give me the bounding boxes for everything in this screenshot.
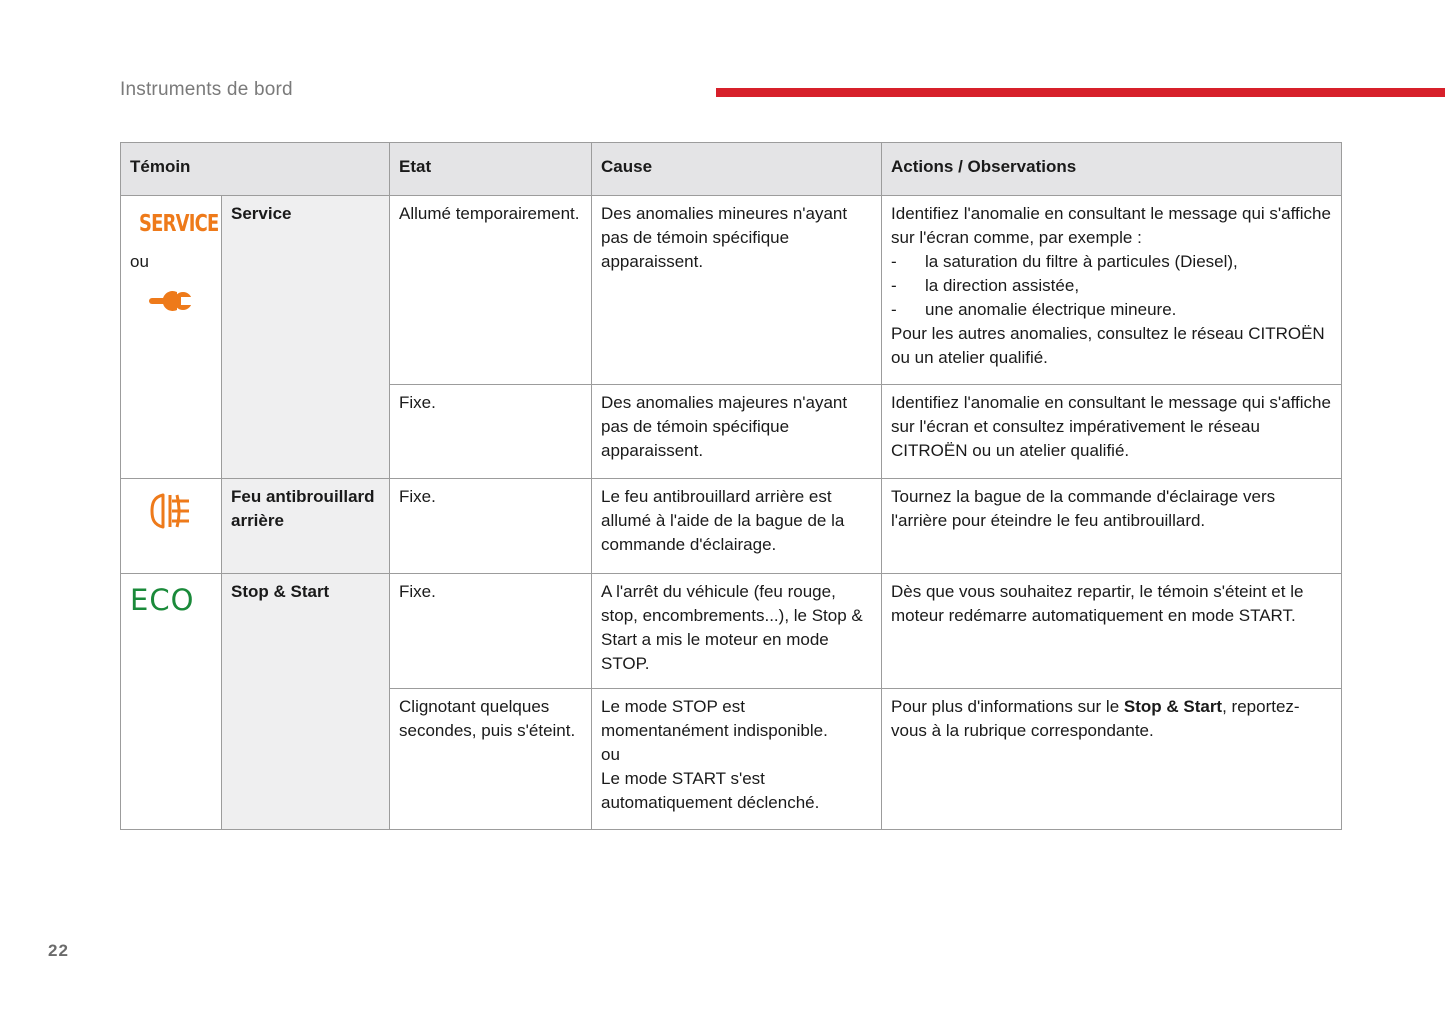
column-header-temoin: Témoin bbox=[121, 143, 390, 196]
bullet-text: la saturation du filtre à particules (Diesel), bbox=[925, 252, 1238, 271]
cause-line: Le mode START s'est automatiquement déclenché. bbox=[601, 769, 820, 812]
table-header-row bbox=[121, 143, 1342, 196]
table-row bbox=[121, 196, 1342, 385]
fog-actions: Tournez la bague de la commande d'éclairage vers l'arrière pour éteindre le feu antibrouillard. bbox=[882, 479, 1342, 574]
cause-or: ou bbox=[601, 745, 620, 764]
eco-actions-2 bbox=[882, 689, 1342, 830]
fog-name: Feu antibrouillard arrière bbox=[222, 479, 390, 574]
service-cause-2: Des anomalies majeures n'ayant pas de témoin spécifique apparaissent. bbox=[592, 385, 882, 479]
column-header-actions: Actions / Observations bbox=[882, 143, 1342, 196]
service-etat-2: Fixe. bbox=[390, 385, 592, 479]
column-header-cause: Cause bbox=[592, 143, 882, 196]
service-actions-2: Identifiez l'anomalie en consultant le message qui s'affiche sur l'écran et consultez impérativement le réseau CITROËN ou un atelier qualifié. bbox=[882, 385, 1342, 479]
fog-icon-cell bbox=[121, 479, 222, 574]
service-logo-icon: SERVICE bbox=[139, 211, 219, 237]
stop-start-emphasis: Stop & Start bbox=[1123, 697, 1223, 716]
actions-text: , reportez-vous à la rubrique correspondante. bbox=[891, 697, 1300, 740]
or-label: ou bbox=[130, 252, 149, 271]
bullet-text: une anomalie électrique mineure. bbox=[925, 300, 1177, 319]
page-number: 22 bbox=[48, 941, 69, 960]
section-title: Instruments de bord bbox=[120, 79, 293, 100]
bullet-marker: - bbox=[891, 252, 897, 271]
fog-etat: Fixe. bbox=[390, 479, 592, 574]
service-name: Service bbox=[222, 196, 390, 479]
service-icon-cell bbox=[121, 196, 222, 479]
bullet-marker: - bbox=[891, 300, 897, 319]
rear-fog-light-icon bbox=[149, 491, 193, 531]
actions-intro: Identifiez l'anomalie en consultant le message qui s'affiche sur l'écran comme, par exemple : bbox=[891, 204, 1331, 247]
cause-line: Le mode STOP est momentanément indisponible. bbox=[601, 697, 828, 740]
eco-cause-1: A l'arrêt du véhicule (feu rouge, stop, encombrements...), le Stop & Start a mis le moteur en mode STOP. bbox=[592, 574, 882, 689]
eco-cause-2 bbox=[592, 689, 882, 830]
list-item bbox=[891, 250, 1332, 274]
service-cause-1: Des anomalies mineures n'ayant pas de témoin spécifique apparaissent. bbox=[592, 196, 882, 385]
table-row bbox=[121, 574, 1342, 689]
eco-actions-1: Dès que vous souhaitez repartir, le témoin s'éteint et le moteur redémarre automatiquement en mode START. bbox=[882, 574, 1342, 689]
warning-lights-table bbox=[120, 142, 1342, 830]
bullet-text: la direction assistée, bbox=[925, 276, 1080, 295]
stop-start-name: Stop & Start bbox=[222, 574, 390, 830]
eco-etat-2: Clignotant quelques secondes, puis s'éteint. bbox=[390, 689, 592, 830]
actions-text: Pour plus d'informations sur le bbox=[891, 697, 1124, 716]
header-accent-bar bbox=[716, 88, 1445, 97]
actions-outro: Pour les autres anomalies, consultez le réseau CITROËN ou un atelier qualifié. bbox=[891, 324, 1325, 367]
fog-cause: Le feu antibrouillard arrière est allumé à l'aide de la bague de la commande d'éclairage. bbox=[592, 479, 882, 574]
bullet-marker: - bbox=[891, 276, 897, 295]
service-etat-1: Allumé temporairement. bbox=[390, 196, 592, 385]
service-actions-1 bbox=[882, 196, 1342, 385]
wrench-icon bbox=[147, 288, 195, 314]
column-header-etat: Etat bbox=[390, 143, 592, 196]
eco-icon-cell bbox=[121, 574, 222, 830]
list-item bbox=[891, 298, 1332, 322]
list-item bbox=[891, 274, 1332, 298]
eco-etat-1: Fixe. bbox=[390, 574, 592, 689]
table-row bbox=[121, 479, 1342, 574]
eco-logo-icon: ECO bbox=[130, 583, 195, 617]
